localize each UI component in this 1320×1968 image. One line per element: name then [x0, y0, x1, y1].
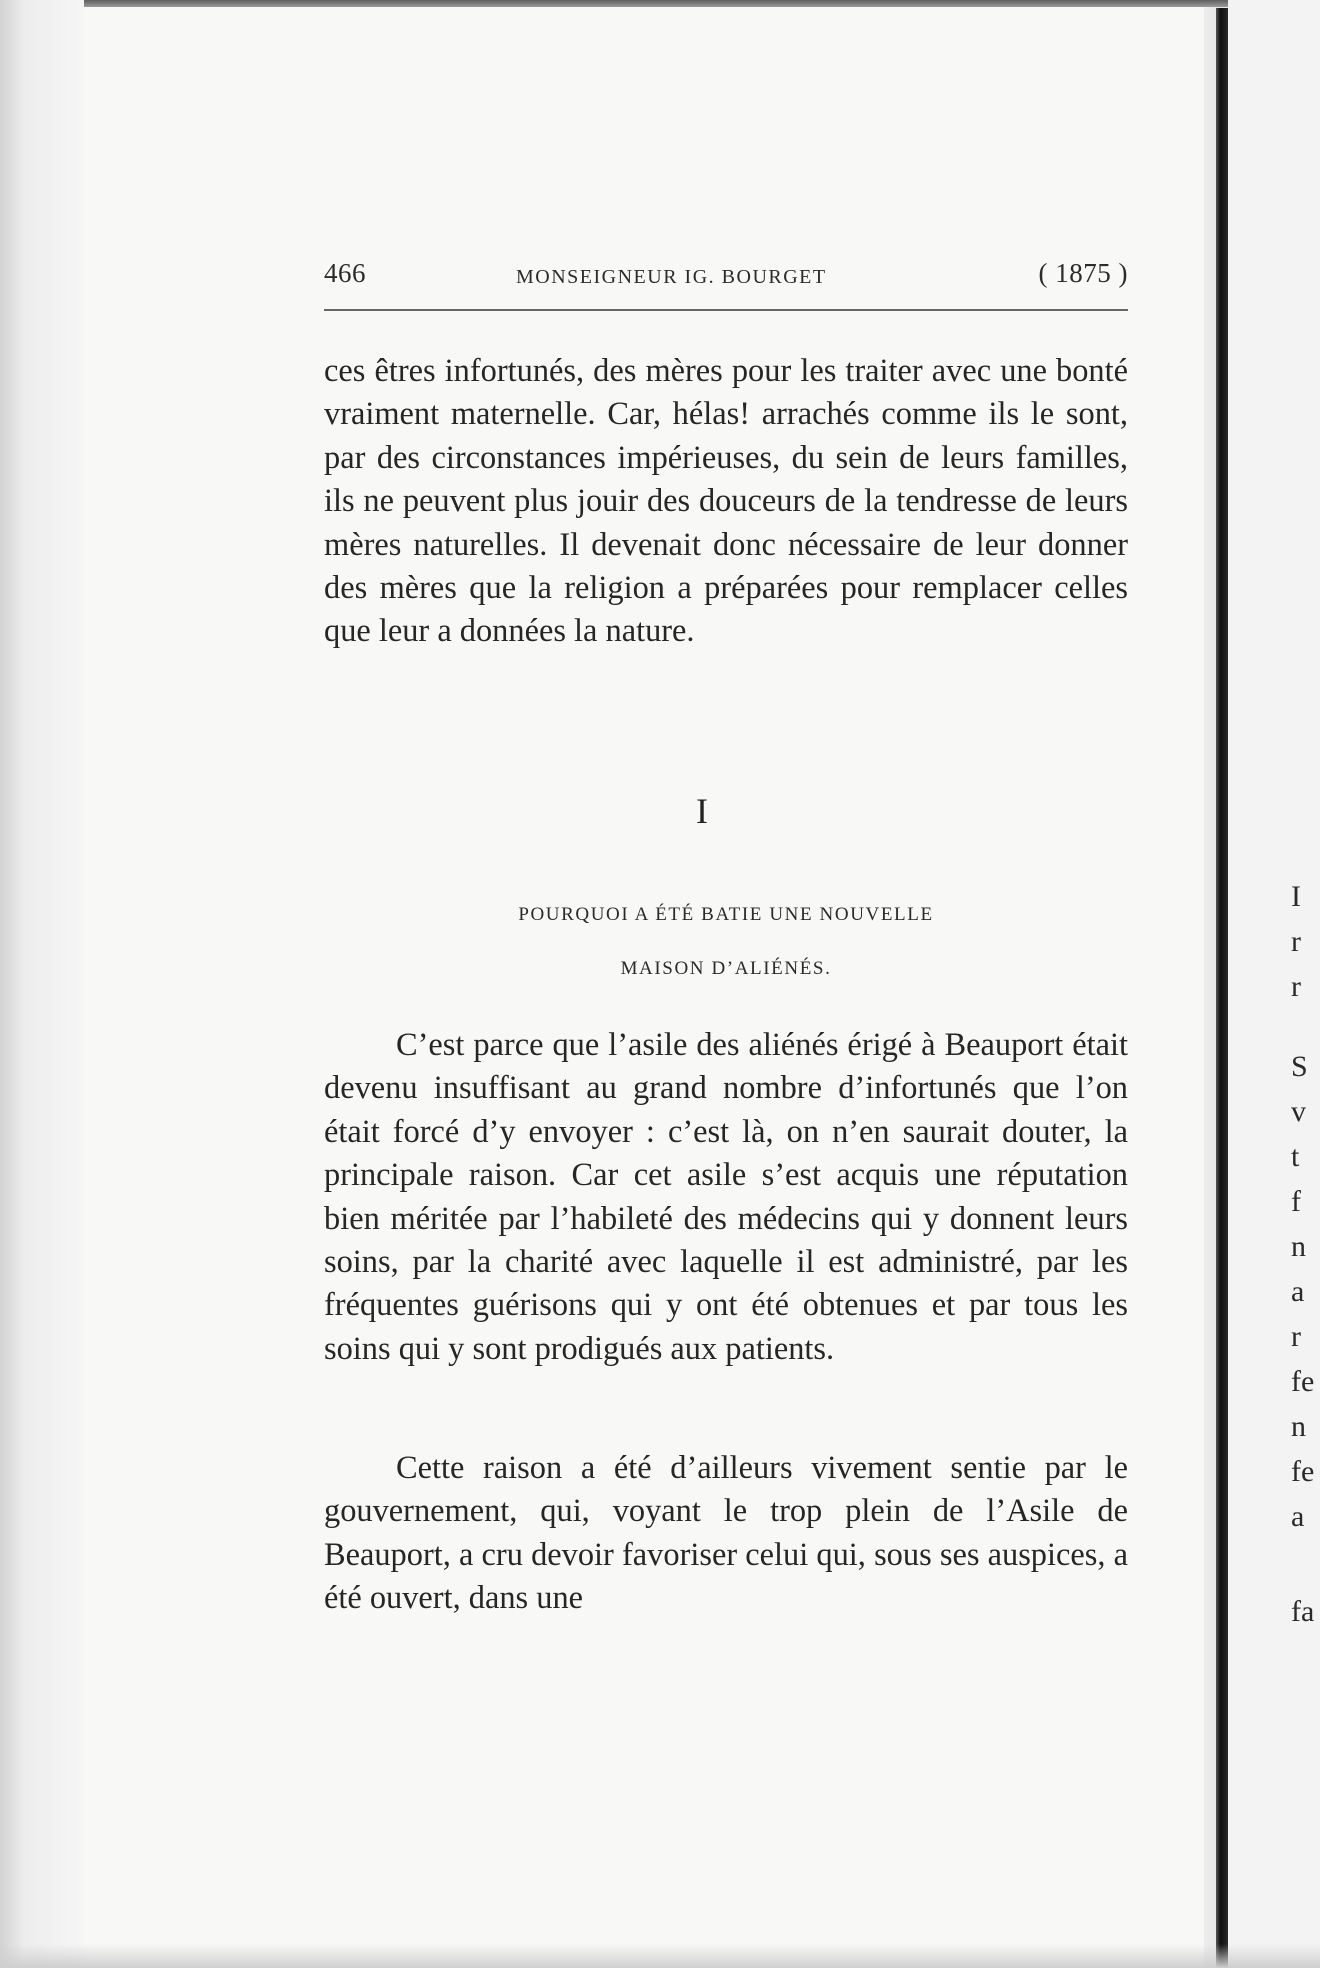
page-number: 466: [324, 258, 366, 288]
book-gutter-shadow: [1216, 8, 1228, 1968]
facing-page-letter: n: [1291, 1230, 1306, 1263]
section-title-line-2: MAISON D’ALIÉNÉS.: [620, 958, 832, 979]
paragraph-3: Cette raison a été d’ailleurs vivement sentie par le gouvernement, qui, voyant le trop plein de l’Asile de Beauport, a cru devoir favoriser celui qui, sous ses auspices, a été ouvert, dans une: [324, 1450, 1128, 1617]
facing-page-letter: a: [1291, 1500, 1305, 1533]
facing-page-letter: r: [1291, 925, 1301, 958]
header-year: ( 1875 ): [1038, 258, 1128, 288]
facing-page-letter: r: [1291, 1320, 1301, 1353]
running-title: MONSEIGNEUR IG. BOURGET: [516, 266, 827, 288]
facing-page-letter: I: [1291, 880, 1301, 913]
section-title-line-1: POURQUOI A ÉTÉ BATIE UNE NOUVELLE: [518, 904, 934, 925]
facing-page-letter: f: [1291, 1185, 1301, 1218]
facing-page-letter: fe: [1291, 1365, 1315, 1398]
section-title: [324, 888, 1128, 996]
paragraph-2: C’est parce que l’asile des aliénés érigé à Beauport était devenu insuffisant au grand nombre d’infortunés que l’on était forcé d’y envoyer : c’est là, on n’en saurait douter, la principale raison. Car cet asile s’est acquis une réputation bien méritée par l’habileté des médecins qui y donnent leurs soins, par la charité avec laquelle il est administré, par les fréquentes guérisons qui y ont été obtenues et par tous les soins qui y sont prodigués aux patients.: [324, 1027, 1128, 1367]
paragraph-1: ces êtres infortunés, des mères pour les traiter avec une bonté vraiment maternelle. Car, hélas! arrachés comme ils le sont, par des circonstances impérieuses, du sein de leurs familles, ils ne peuvent plus jouir des douceurs de la tendresse de leurs mères naturelles. Il devenait donc nécessaire de leur donner des mères que la religion a préparées pour remplacer celles que leur a données la nature.: [324, 353, 1128, 650]
scan-bottom-shadow: [0, 1944, 1320, 1968]
facing-page-letter: n: [1291, 1410, 1306, 1443]
facing-page-letter: a: [1291, 1275, 1305, 1308]
facing-page-letter: fe: [1291, 1455, 1315, 1488]
facing-page-letter: fa: [1291, 1595, 1315, 1628]
facing-page-letter: S: [1291, 1050, 1308, 1083]
header-divider: [324, 309, 1128, 311]
facing-page-letter: v: [1291, 1095, 1306, 1128]
facing-page-letter: r: [1291, 970, 1301, 1003]
facing-page-letter: t: [1291, 1140, 1300, 1173]
scan-top-edge: [0, 0, 1320, 7]
page-header: [324, 258, 1128, 300]
section-number: I: [696, 791, 708, 831]
facing-page-edge: [1228, 0, 1320, 1968]
left-page-edge: [0, 0, 84, 1968]
